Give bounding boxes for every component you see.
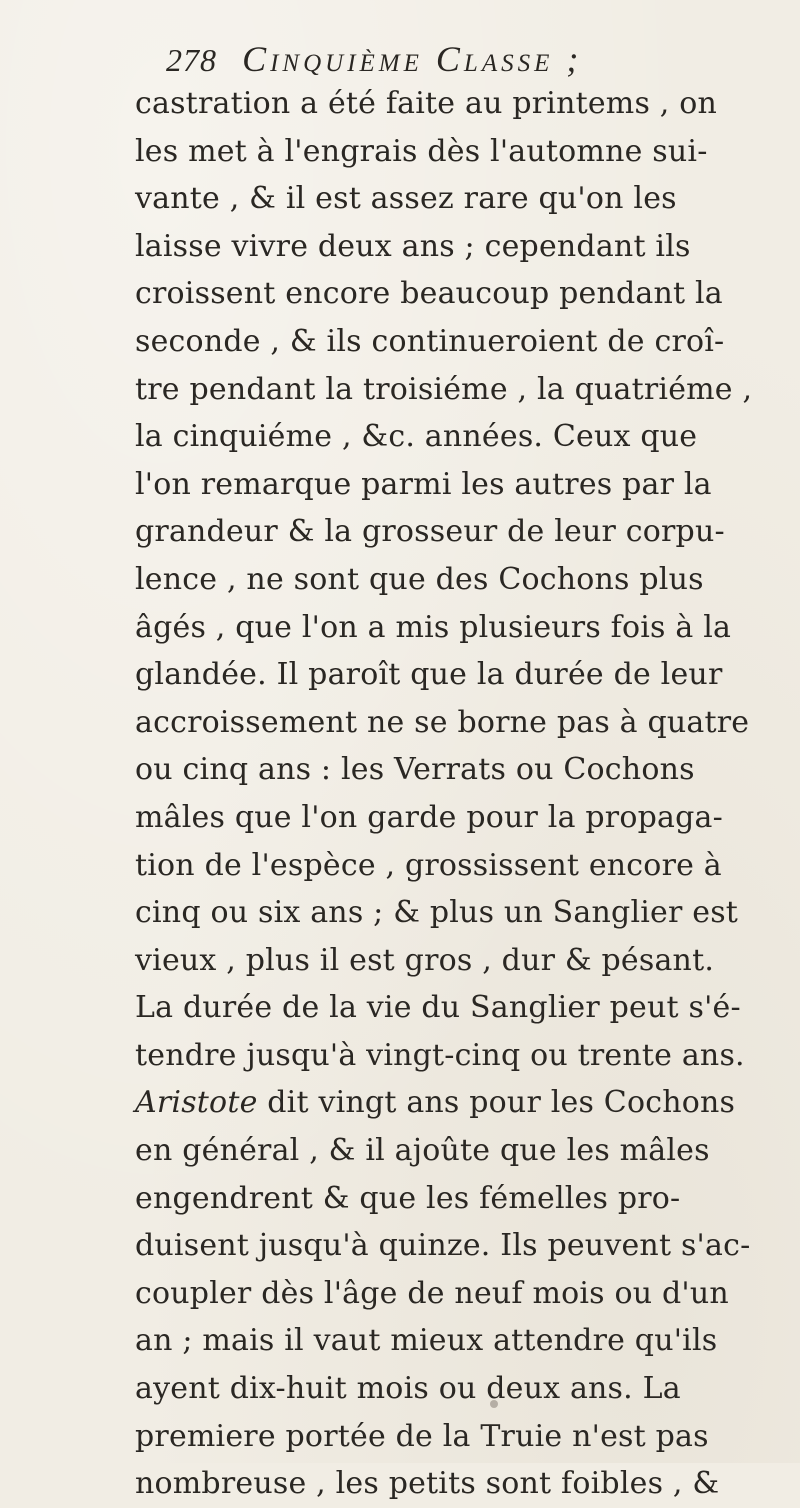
text-line: castration a été faite au printems , on xyxy=(135,86,718,121)
text-line: âgés , que l'on a mis plusieurs fois à la xyxy=(135,609,732,645)
text-line: les met à l'engrais dès l'automne sui- xyxy=(135,133,708,169)
text-line: an ; mais il vaut mieux attendre qu'ils xyxy=(135,1323,718,1359)
text-line: tre pendant la troisiéme , la quatriéme , xyxy=(135,371,753,407)
text-line: cinq ou six ans ; & plus un Sanglier est xyxy=(135,895,739,931)
ink-smudge xyxy=(490,1400,498,1408)
text-line: glandée. Il paroît que la durée de leur xyxy=(135,657,723,693)
text-line: premiere portée de la Truie n'est pas xyxy=(135,1418,709,1454)
text-line: en général , & il ajoûte que les mâles xyxy=(135,1133,710,1169)
text-line: accroissement ne se borne pas à quatre xyxy=(135,704,750,740)
page-number: 278 xyxy=(166,42,217,78)
text-line: engendrent & que les fémelles pro- xyxy=(135,1180,681,1216)
text-line: vieux , plus il est gros , dur & pésant. xyxy=(135,942,715,978)
body-text xyxy=(135,80,775,1508)
text-line: La durée de la vie du Sanglier peut s'é- xyxy=(135,990,741,1026)
text-line: lence , ne sont que des Cochons plus xyxy=(135,561,704,597)
text-line: Aristote dit vingt ans pour les Cochons xyxy=(135,1085,736,1121)
text-line: coupler dès l'âge de neuf mois ou d'un xyxy=(135,1275,729,1311)
text-line: duisent jusqu'à quinze. Ils peuvent s'ac- xyxy=(135,1228,751,1264)
text-line: tion de l'espèce , grossissent encore à xyxy=(135,847,722,883)
text-line: la cinquiéme , &c. années. Ceux que xyxy=(135,419,698,455)
text-line: ou cinq ans : les Verrats ou Cochons xyxy=(135,752,695,788)
text-line: tendre jusqu'à vingt-cinq ou trente ans. xyxy=(135,1037,745,1073)
text-line: laisse vivre deux ans ; cependant ils xyxy=(135,228,691,264)
italic-name: Aristote xyxy=(135,1085,258,1121)
text-line: seconde , & ils continueroient de croî- xyxy=(135,323,725,359)
text-line: grandeur & la grosseur de leur corpu- xyxy=(135,514,725,550)
text-line: vante , & il est assez rare qu'on les xyxy=(135,181,677,217)
text-line: croissent encore beaucoup pendant la xyxy=(135,276,723,312)
text-line: ayent dix-huit mois ou deux ans. La xyxy=(135,1371,681,1407)
text-line: nombreuse , les petits sont foibles , & xyxy=(135,1466,720,1502)
text-line: l'on remarque parmi les autres par la xyxy=(135,466,712,502)
chapter-title: Cinquième Classe ; xyxy=(242,39,583,79)
text-line: mâles que l'on garde pour la propaga- xyxy=(135,799,723,835)
